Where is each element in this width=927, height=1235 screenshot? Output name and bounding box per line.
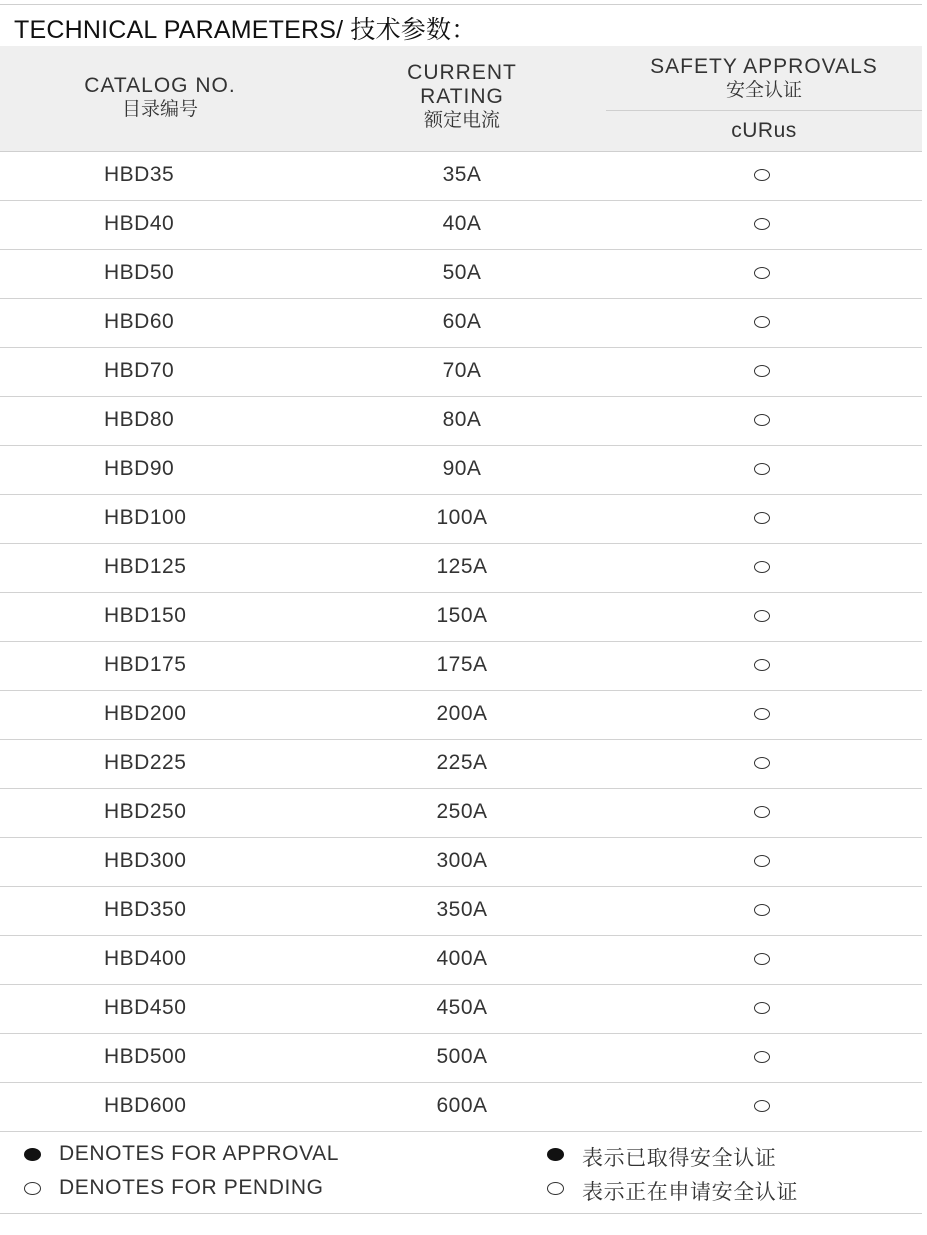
open-circle-icon: [754, 1100, 770, 1112]
catalog-no-cell: HBD100: [104, 506, 187, 529]
table-row: [0, 691, 922, 740]
open-circle-icon: [754, 365, 770, 377]
current-rating-cell: 40A: [442, 212, 482, 235]
open-circle-icon: [754, 708, 770, 720]
catalog-no-cell: HBD250: [104, 800, 187, 823]
catalog-no-cell: HBD50: [104, 261, 175, 284]
header-current-rating: [300, 61, 624, 133]
header-sub-divider: [606, 110, 922, 111]
page-title: TECHNICAL PARAMETERS/ 技术参数：: [14, 16, 477, 44]
open-circle-icon: [754, 512, 770, 524]
open-circle-icon: [754, 659, 770, 671]
open-circle-icon: [754, 463, 770, 475]
table-row: [0, 152, 922, 201]
catalog-no-cell: HBD60: [104, 310, 175, 333]
current-rating-cell: 150A: [436, 604, 488, 627]
current-rating-cell: 250A: [436, 800, 488, 823]
table-row: [0, 348, 922, 397]
open-circle-icon: [754, 414, 770, 426]
catalog-no-cell: HBD90: [104, 457, 175, 480]
table-row: [0, 593, 922, 642]
catalog-no-cell: HBD150: [104, 604, 187, 627]
table-row: [0, 838, 922, 887]
header-curus: cURus: [731, 119, 797, 142]
legend-pending-en: DENOTES FOR PENDING: [59, 1176, 324, 1199]
open-circle-icon: [754, 806, 770, 818]
catalog-no-cell: HBD200: [104, 702, 187, 725]
header-current-en-1: CURRENT: [407, 61, 517, 84]
open-circle-icon: [754, 561, 770, 573]
header-catalog-cn: 目录编号: [121, 99, 198, 120]
header-catalog-en: CATALOG NO.: [84, 74, 236, 97]
catalog-no-cell: HBD350: [104, 898, 187, 921]
table-header: [0, 46, 922, 152]
current-rating-cell: 100A: [436, 506, 488, 529]
table-row: [0, 299, 922, 348]
header-catalog-no: [0, 74, 320, 122]
catalog-no-cell: HBD35: [104, 163, 175, 186]
legend-approval-cn: 表示已取得安全认证: [582, 1147, 777, 1170]
open-circle-icon: [754, 316, 770, 328]
header-safety-cn: 安全认证: [725, 80, 802, 101]
top-divider: [0, 4, 922, 5]
table-row: [0, 397, 922, 446]
table-body: [0, 152, 922, 1132]
open-circle-icon: [754, 610, 770, 622]
open-circle-icon: [754, 1051, 770, 1063]
catalog-no-cell: HBD40: [104, 212, 175, 235]
catalog-no-cell: HBD500: [104, 1045, 187, 1068]
current-rating-cell: 400A: [436, 947, 488, 970]
current-rating-cell: 450A: [436, 996, 488, 1019]
table-row: [0, 201, 922, 250]
current-rating-cell: 350A: [436, 898, 488, 921]
legend-pending-cn: 表示正在申请安全认证: [582, 1181, 798, 1204]
table-row: [0, 936, 922, 985]
open-circle-icon: [754, 904, 770, 916]
legend-approval-en: DENOTES FOR APPROVAL: [59, 1142, 340, 1165]
current-rating-cell: 200A: [436, 702, 488, 725]
filled-circle-icon: [547, 1148, 564, 1161]
header-current-cn: 额定电流: [423, 110, 500, 131]
header-safety-approvals: [606, 55, 922, 103]
table-row: [0, 789, 922, 838]
table-row: [0, 887, 922, 936]
catalog-no-cell: HBD600: [104, 1094, 187, 1117]
table-row: [0, 985, 922, 1034]
table-row: [0, 642, 922, 691]
current-rating-cell: 35A: [442, 163, 482, 186]
catalog-no-cell: HBD450: [104, 996, 187, 1019]
legend: [0, 1131, 922, 1214]
open-circle-icon: [754, 855, 770, 867]
current-rating-cell: 300A: [436, 849, 488, 872]
open-circle-icon: [754, 218, 770, 230]
current-rating-cell: 80A: [442, 408, 482, 431]
table-row: [0, 1034, 922, 1083]
open-circle-icon: [754, 169, 770, 181]
open-circle-icon: [754, 1002, 770, 1014]
catalog-no-cell: HBD225: [104, 751, 187, 774]
open-circle-icon: [754, 267, 770, 279]
current-rating-cell: 90A: [442, 457, 482, 480]
current-rating-cell: 60A: [442, 310, 482, 333]
header-safety-en: SAFETY APPROVALS: [650, 55, 878, 78]
current-rating-cell: 175A: [436, 653, 488, 676]
catalog-no-cell: HBD300: [104, 849, 187, 872]
filled-circle-icon: [24, 1148, 41, 1161]
current-rating-cell: 50A: [442, 261, 482, 284]
open-circle-icon: [754, 953, 770, 965]
catalog-no-cell: HBD125: [104, 555, 187, 578]
table-row: [0, 495, 922, 544]
open-circle-icon: [754, 757, 770, 769]
header-current-en-2: RATING: [420, 85, 504, 108]
catalog-no-cell: HBD400: [104, 947, 187, 970]
table-row: [0, 250, 922, 299]
table-row: [0, 740, 922, 789]
open-circle-icon: [24, 1182, 41, 1195]
open-circle-icon: [547, 1182, 564, 1195]
current-rating-cell: 500A: [436, 1045, 488, 1068]
current-rating-cell: 225A: [436, 751, 488, 774]
table-row: [0, 1083, 922, 1132]
catalog-no-cell: HBD70: [104, 359, 175, 382]
table-row: [0, 446, 922, 495]
catalog-no-cell: HBD175: [104, 653, 187, 676]
table-row: [0, 544, 922, 593]
catalog-no-cell: HBD80: [104, 408, 175, 431]
current-rating-cell: 70A: [442, 359, 482, 382]
current-rating-cell: 125A: [436, 555, 488, 578]
current-rating-cell: 600A: [436, 1094, 488, 1117]
